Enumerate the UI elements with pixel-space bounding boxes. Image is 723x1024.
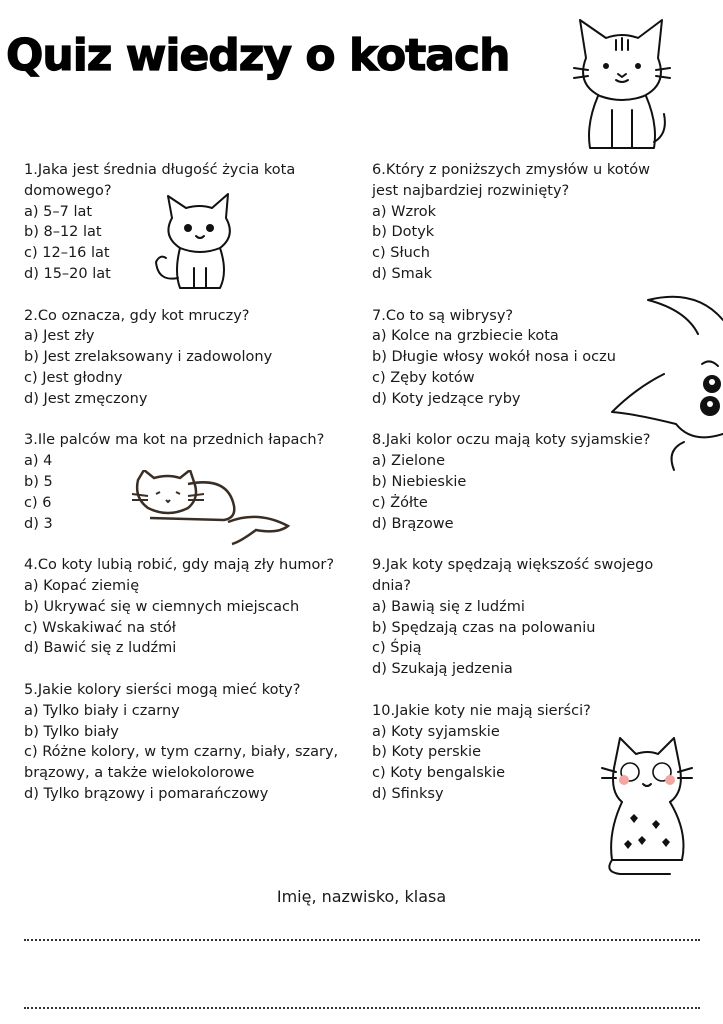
question-text: 8.Jaki kolor oczu mają koty syjamskie? bbox=[372, 432, 651, 449]
questions-right-column bbox=[372, 160, 672, 826]
answer-option[interactable]: b) Dotyk bbox=[372, 224, 435, 241]
question-text: 2.Co oznacza, gdy kot mruczy? bbox=[24, 307, 250, 324]
answer-option[interactable]: d) 3 bbox=[24, 515, 53, 532]
answer-option[interactable]: a) Bawią się z ludźmi bbox=[372, 598, 525, 615]
answer-option[interactable]: b) Jest zrelaksowany i zadowolony bbox=[24, 349, 273, 366]
answer-option[interactable]: d) Smak bbox=[372, 265, 433, 282]
signature-line-1[interactable] bbox=[24, 939, 700, 941]
answer-option[interactable]: b) Spędzają czas na polowaniu bbox=[372, 619, 596, 636]
answer-option[interactable]: a) Zielone bbox=[372, 453, 446, 470]
question-text: 4.Co koty lubią robić, gdy mają zły humor? bbox=[24, 557, 335, 574]
answer-option[interactable]: d) Tylko brązowy i pomarańczowy bbox=[24, 785, 269, 802]
answer-option[interactable]: b) Ukrywać się w ciemnych miejscach bbox=[24, 598, 300, 615]
answer-option[interactable]: b) 5 bbox=[24, 473, 53, 490]
answer-option[interactable]: a) 5–7 lat bbox=[24, 203, 93, 220]
question-block bbox=[372, 430, 672, 534]
answer-option[interactable]: a) Koty syjamskie bbox=[372, 723, 500, 740]
signature-line-2[interactable] bbox=[24, 1007, 700, 1009]
questions-left-column bbox=[24, 160, 354, 826]
answer-option[interactable]: d) Szukają jedzenia bbox=[372, 661, 513, 678]
question-text: 10.Jakie koty nie mają sierści? bbox=[372, 702, 591, 719]
sitting-cat-top-right-icon bbox=[572, 14, 672, 156]
page-title: Quiz wiedzy o kotach bbox=[6, 30, 510, 81]
answer-option[interactable]: c) Żółte bbox=[372, 494, 428, 511]
answer-option[interactable]: b) 8–12 lat bbox=[24, 224, 102, 241]
question-block bbox=[24, 555, 354, 659]
answer-option[interactable]: d) 15–20 lat bbox=[24, 265, 111, 282]
question-text: 6.Który z poniższych zmysłów u kotów jest najbardziej rozwinięty? bbox=[372, 162, 650, 199]
question-block bbox=[24, 680, 354, 805]
answer-option[interactable]: c) Różne kolory, w tym czarny, biały, szary, brązowy, a także wielokolorowe bbox=[24, 744, 339, 782]
question-block bbox=[372, 701, 672, 805]
answer-option[interactable]: d) Koty jedzące ryby bbox=[372, 390, 521, 407]
answer-option[interactable]: a) Kopać ziemię bbox=[24, 577, 140, 594]
answer-option[interactable]: a) 4 bbox=[24, 453, 53, 470]
answer-option[interactable]: d) Brązowe bbox=[372, 515, 454, 532]
answer-option[interactable]: d) Bawić się z ludźmi bbox=[24, 640, 177, 657]
answer-option[interactable]: b) Tylko biały bbox=[24, 723, 119, 740]
question-text: 3.Ile palców ma kot na przednich łapach? bbox=[24, 432, 325, 449]
answer-option[interactable]: c) 6 bbox=[24, 494, 52, 511]
question-block bbox=[372, 160, 672, 285]
question-block bbox=[372, 555, 672, 680]
answer-option[interactable]: c) Jest głodny bbox=[24, 369, 123, 386]
answer-option[interactable]: c) Wskakiwać na stół bbox=[24, 619, 176, 636]
answer-option[interactable]: b) Koty perskie bbox=[372, 744, 481, 761]
question-text: 7.Co to są wibrysy? bbox=[372, 307, 514, 324]
answer-option[interactable]: b) Niebieskie bbox=[372, 473, 467, 490]
answer-option[interactable]: a) Wzrok bbox=[372, 203, 437, 220]
question-block bbox=[24, 160, 354, 285]
answer-option[interactable]: c) Zęby kotów bbox=[372, 369, 475, 386]
signature-label: Imię, nazwisko, klasa bbox=[276, 887, 447, 906]
answer-option[interactable]: b) Długie włosy wokół nosa i oczu bbox=[372, 349, 616, 366]
question-block bbox=[372, 306, 672, 410]
answer-option[interactable]: a) Tylko biały i czarny bbox=[24, 702, 180, 719]
answer-option[interactable]: d) Jest zmęczony bbox=[24, 390, 148, 407]
question-text: 1.Jaka jest średnia długość życia kota domowego? bbox=[24, 162, 296, 199]
answer-option[interactable]: a) Jest zły bbox=[24, 328, 95, 345]
answer-option[interactable]: c) Słuch bbox=[372, 245, 430, 262]
answer-option[interactable]: c) 12–16 lat bbox=[24, 245, 110, 262]
answer-option[interactable]: c) Koty bengalskie bbox=[372, 765, 506, 782]
question-text: 9.Jak koty spędzają większość swojego dnia? bbox=[372, 557, 654, 594]
answer-option[interactable]: a) Kolce na grzbiecie kota bbox=[372, 328, 559, 345]
answer-option[interactable]: c) Śpią bbox=[372, 640, 422, 657]
question-text: 5.Jakie kolory sierści mogą mieć koty? bbox=[24, 681, 301, 698]
answer-option[interactable]: d) Sfinksy bbox=[372, 785, 444, 802]
question-block bbox=[24, 430, 354, 534]
question-block bbox=[24, 306, 354, 410]
